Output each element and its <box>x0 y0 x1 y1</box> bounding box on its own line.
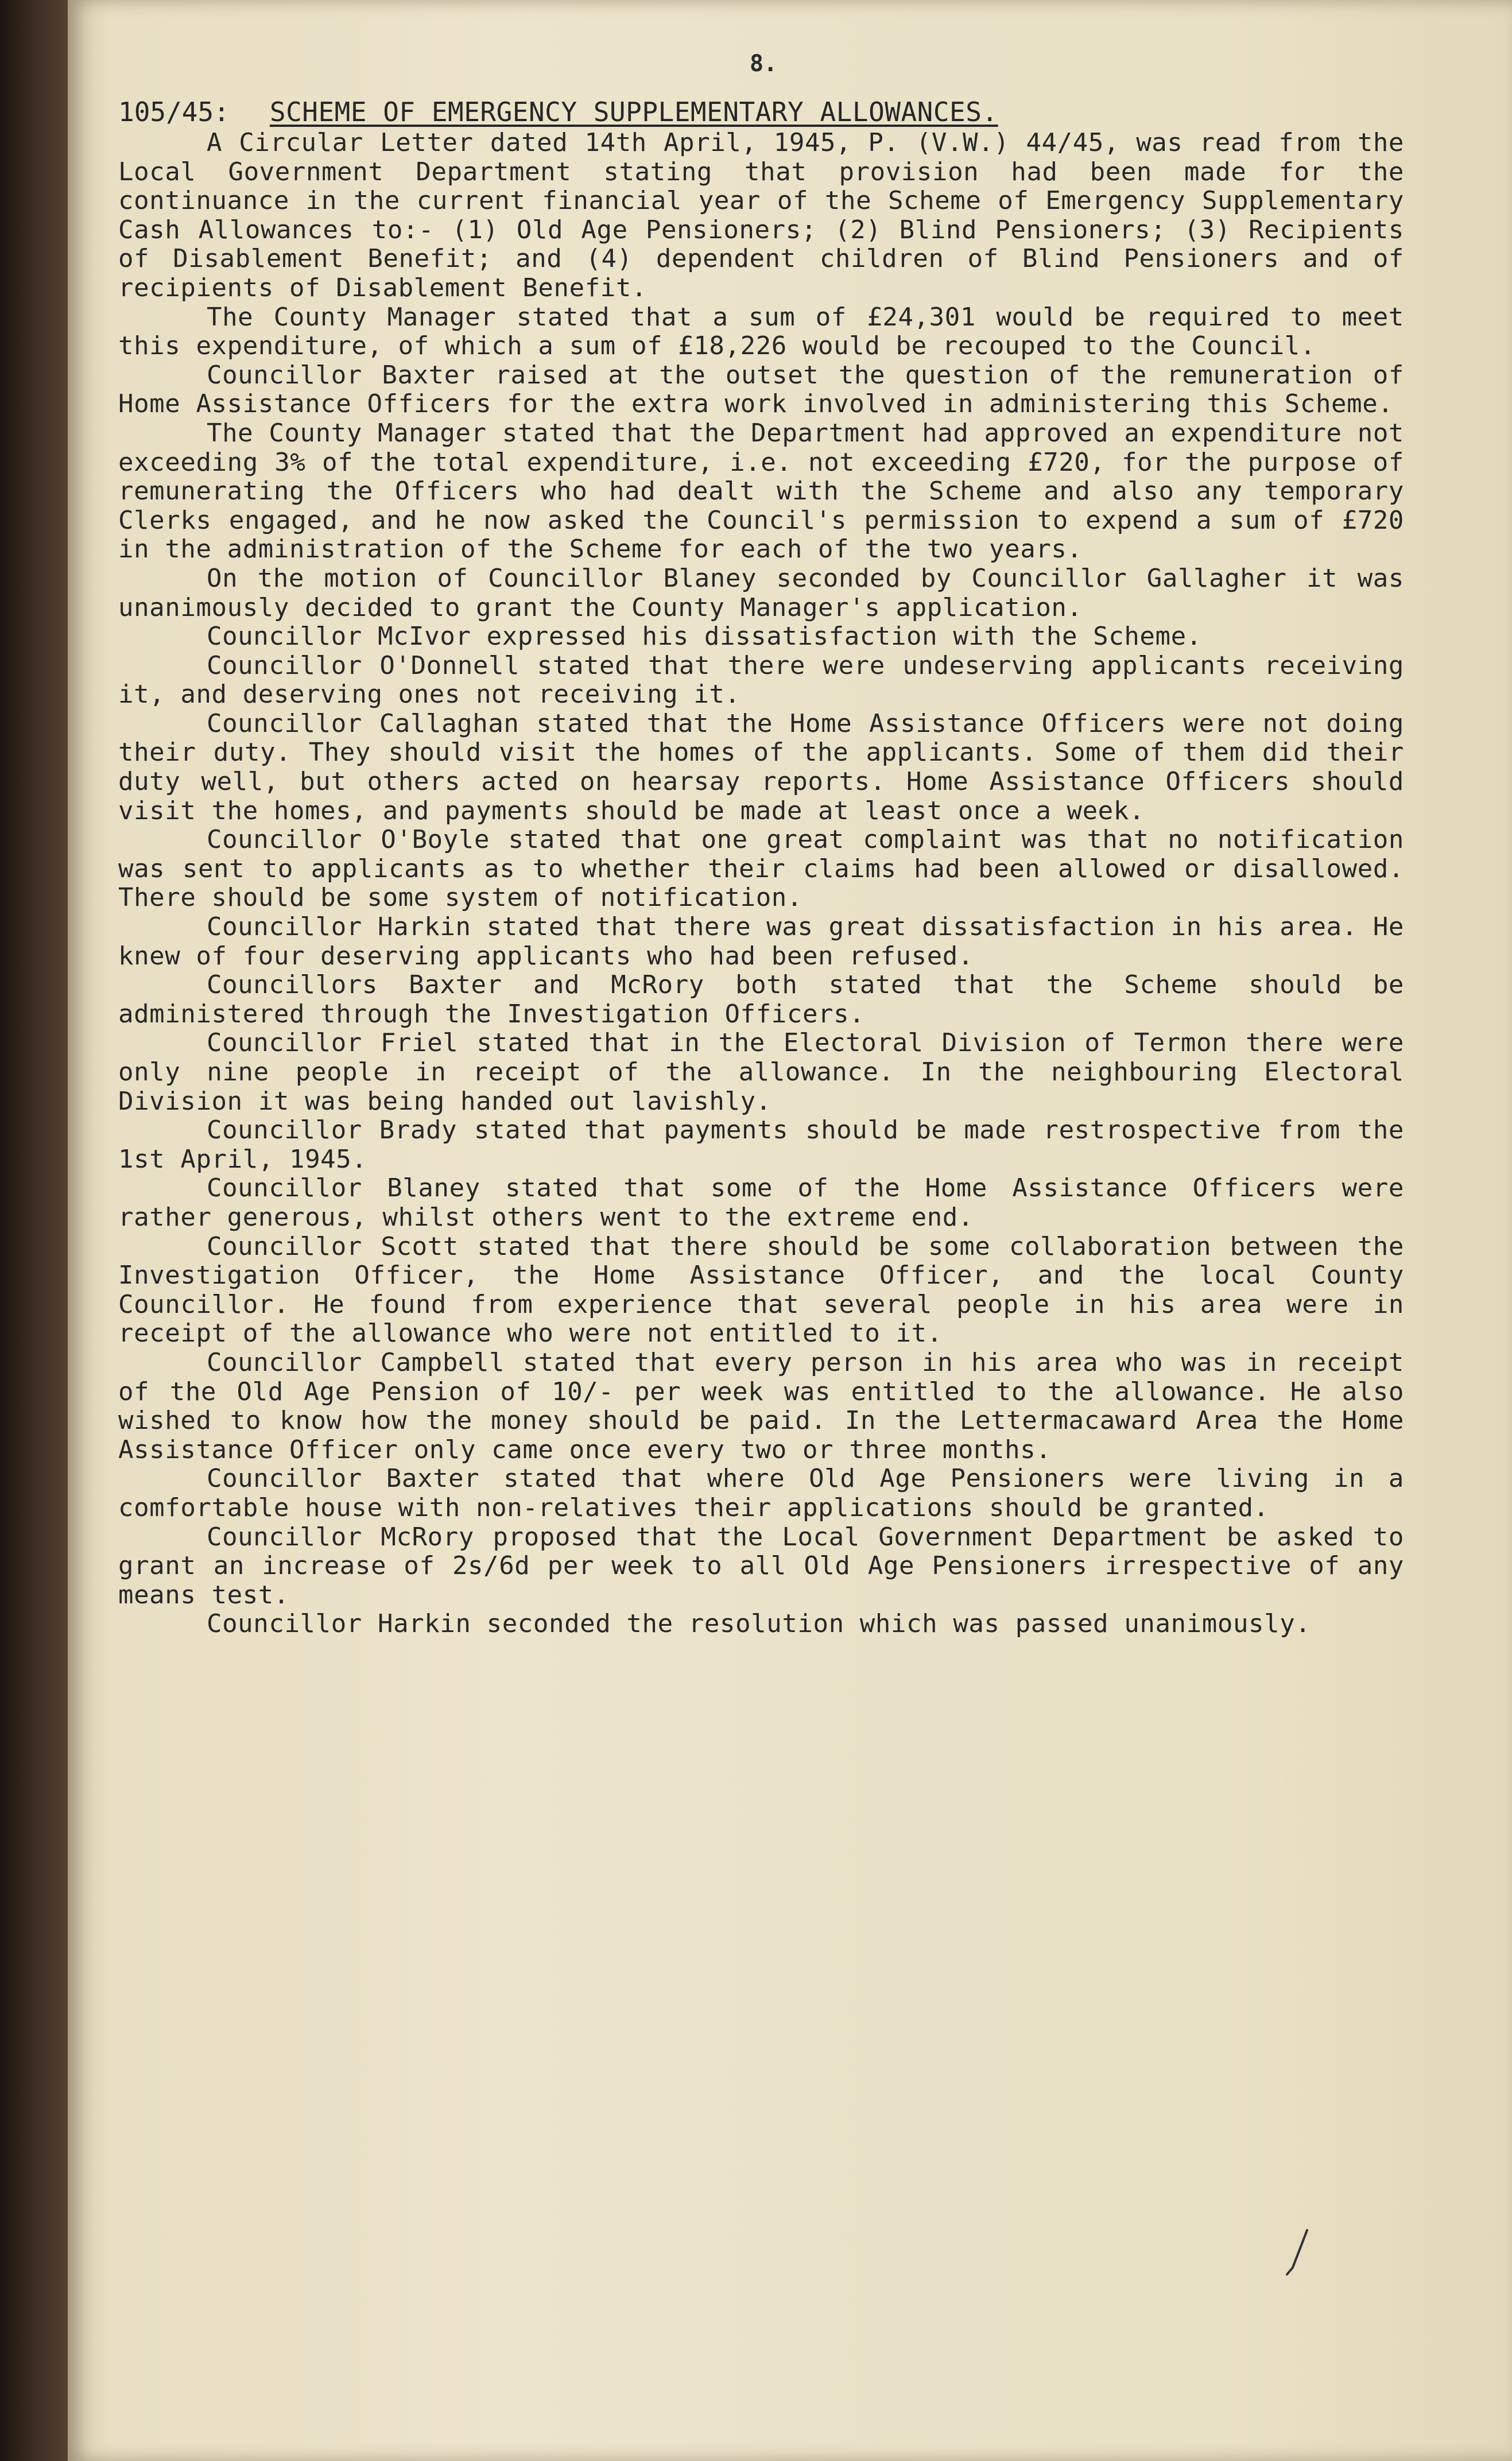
paragraph: Councillor O'Boyle stated that one great complaint was that no notification was sent to applicants as to whether their claims had been allowed or disallowed. There should be some system of notification. <box>118 825 1404 913</box>
paragraph: Councillor McRory proposed that the Local Government Department be asked to grant an increase of 2s/6d per week to all Old Age Pensioners irrespective of any means test. <box>118 1522 1404 1610</box>
paragraph: Councillor Callaghan stated that the Home Assistance Officers were not doing their duty. They should visit the homes of the applicants. Some of them did their duty well, but others acted on hearsay reports. Home Assistance Officers should visit the homes, and payments should be made at least once a week. <box>118 708 1404 825</box>
paragraph: Councillors Baxter and McRory both stated that the Scheme should be administered through the Investigation Officers. <box>118 970 1404 1029</box>
paragraph: On the motion of Councillor Blaney seconded by Councillor Gallagher it was unanimously decided to grant the County Manager's application. <box>118 563 1404 622</box>
paragraph: Councillor Scott stated that there should be some collaboration between the Investigation Officer, the Home Assistance Officer, and the local County Councillor. He found from experience that several people in his area were in receipt of the allowance who were not entitled to it. <box>118 1231 1404 1348</box>
paragraph: Councillor Baxter stated that where Old Age Pensioners were living in a comfortable house with non-relatives their applications should be granted. <box>118 1464 1404 1522</box>
book-binding <box>0 0 75 2461</box>
paragraph: Councillor O'Donnell stated that there were undeserving applicants receiving it, and deserving ones not receiving it. <box>118 650 1404 710</box>
paragraph: Councillor Brady stated that payments should be made restrospective from the 1st April, 1945. <box>118 1115 1404 1174</box>
paragraph: The County Manager stated that a sum of £24,301 would be required to meet this expenditure, of which a sum of £18,226 would be recouped to the Council. <box>118 302 1404 361</box>
minute-reference: 105/45: <box>118 96 230 127</box>
paragraph: The County Manager stated that the Department had approved an expenditure not exceeding 3% of the total expenditure, i.e. not exceeding £720, for the purpose of remunerating the Officers who had dealt with the Scheme and also any temporary Clerks engaged, and he now asked the Council's permission to expend a sum of £720 in the administration of the Scheme for each of the two years. <box>118 418 1404 564</box>
pencil-mark <box>1281 2227 1316 2279</box>
paragraph: Councillor Blaney stated that some of the Home Assistance Officers were rather generous, whilst others went to the extreme end. <box>118 1173 1404 1232</box>
paragraph: Councillor Harkin stated that there was great dissatisfaction in his area. He knew of four deserving applicants who had been refused. <box>118 912 1404 971</box>
minute-heading <box>118 98 1404 126</box>
minute-title: SCHEME OF EMERGENCY SUPPLEMENTARY ALLOWANCES. <box>269 96 998 127</box>
paragraph: Councillor Friel stated that in the Electoral Division of Termon there were only nine people in receipt of the allowance. In the neighbouring Electoral Division it was being handed out lavishly. <box>118 1028 1404 1116</box>
paragraph: A Circular Letter dated 14th April, 1945, P. (V.W.) 44/45, was read from the Local Government Department stating that provision had been made for the continuance in the current financial year of the Scheme of Emergency Supplementary Cash Allowances to:- (1) Old Age Pensioners; (2) Blind Pensioners; (3) Recipients of Disablement Benefit; and (4) dependent children of Blind Pensioners and of recipients of Disablement Benefit. <box>118 128 1404 303</box>
paragraph: Councillor Baxter raised at the outset the question of the remuneration of Home Assistance Officers for the extra work involved in administering this Scheme. <box>118 360 1404 419</box>
paragraph: Councillor Harkin seconded the resolution which was passed unanimously. <box>207 1609 1311 1639</box>
paragraph: Councillor Campbell stated that every person in his area who was in receipt of the Old Age Pension of 10/- per week was entitled to the allowance. He also wished to know how the money should be paid. In the Lettermacaward Area the Home Assistance Officer only came once every two or three months. <box>118 1347 1404 1464</box>
minute-body <box>118 129 1404 1639</box>
page-number: 8. <box>750 51 778 77</box>
paragraph: Councillor McIvor expressed his dissatisfaction with the Scheme. <box>207 622 1202 652</box>
